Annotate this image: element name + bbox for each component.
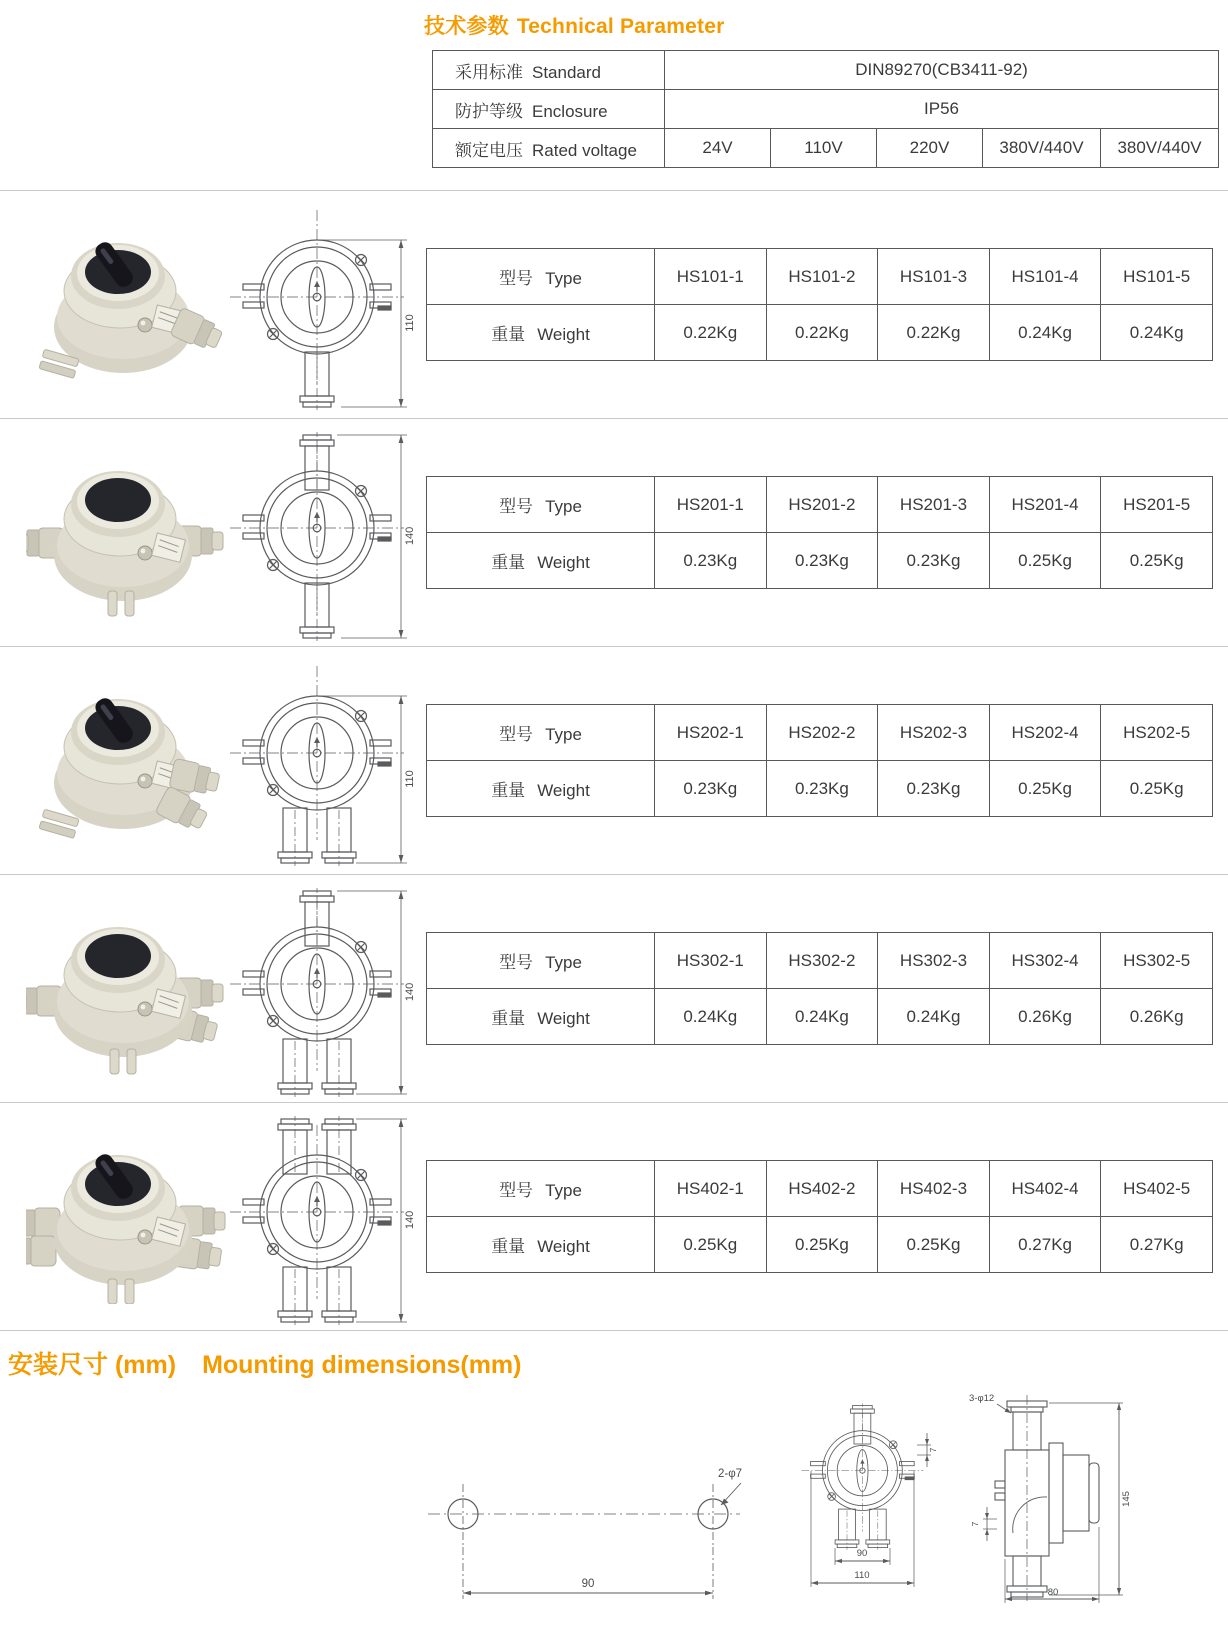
weight-cell: 0.25Kg [878,1217,990,1273]
type-cell: HS402-2 [766,1161,878,1217]
side-offset-label: 7 [970,1521,980,1527]
product-section-hs402 [0,1103,1228,1330]
product-table-box [426,248,1213,361]
enclosure-label-cell [433,90,665,129]
dimension-drawing-hs101 [235,192,420,417]
type-cell: HS201-2 [766,477,878,533]
product-table-box [426,932,1213,1045]
type-label-cell [427,933,655,989]
weight-cell: 0.23Kg [878,533,990,589]
label-zh: 额定电压 [455,140,523,160]
dimension-drawing-box [232,1104,422,1329]
voltage-cell: 24V [665,129,771,168]
type-cell: HS402-4 [989,1161,1101,1217]
weight-row [427,761,1213,817]
label-en: Type [545,497,582,516]
type-cell: HS402-5 [1101,1161,1213,1217]
label-zh: 重量 [491,325,526,344]
type-cell: HS201-1 [655,477,767,533]
type-row [427,705,1213,761]
dimension-label: 140 [403,982,416,1002]
weight-cell: 0.23Kg [878,761,990,817]
weight-cell: 0.22Kg [766,305,878,361]
dimension-drawing-hs202 [235,648,420,873]
table-row [433,129,1219,168]
table-row [433,90,1219,129]
type-cell: HS202-5 [1101,705,1213,761]
type-cell: HS202-4 [989,705,1101,761]
product-section-hs302 [0,875,1228,1102]
mounting-front-drawing [781,1389,941,1604]
type-row [427,249,1213,305]
weight-cell: 0.24Kg [989,305,1101,361]
weight-cell: 0.24Kg [766,989,878,1045]
label-zh: 型号 [499,269,534,288]
type-cell: HS101-5 [1101,249,1213,305]
standard-label-cell [433,51,665,90]
label-zh: 型号 [499,497,534,516]
label-en: Type [545,269,582,288]
label-en: Type [545,1181,582,1200]
tech-parameter-table [432,50,1219,168]
table-row [433,51,1219,90]
dimension-drawing-box [232,192,422,417]
weight-cell: 0.23Kg [655,761,767,817]
dimension-drawing-hs302 [235,876,420,1101]
mounting-dimensions-title [8,1345,1228,1381]
type-cell: HS302-4 [989,933,1101,989]
type-cell: HS302-2 [766,933,878,989]
tech-parameter-title [424,10,1228,40]
standard-value-cell: DIN89270(CB3411-92) [665,51,1219,90]
tech-title-en: Technical Parameter [516,15,725,38]
voltage-cell: 110V [771,129,877,168]
product-table-hs402 [426,1160,1213,1273]
label-zh: 重量 [491,1237,526,1256]
front-outer-span-label: 110 [854,1570,870,1581]
weight-cell: 0.23Kg [766,761,878,817]
holes-diameter-label: 2-φ7 [718,1468,743,1480]
voltage-cell: 220V [877,129,983,168]
product-section-hs202 [0,647,1228,874]
label-en: Type [545,953,582,972]
weight-cell: 0.25Kg [766,1217,878,1273]
type-cell: HS202-2 [766,705,878,761]
weight-cell: 0.22Kg [655,305,767,361]
label-en: Weight [537,781,590,800]
voltage-cell: 380V/440V [1101,129,1219,168]
weight-row [427,1217,1213,1273]
product-photo-hs302 [26,901,226,1076]
label-en: Weight [537,325,590,344]
side-width-label: 80 [1047,1587,1059,1598]
product-table-hs201 [426,476,1213,589]
voltage-cell: 380V/440V [983,129,1101,168]
weight-label-cell [427,305,655,361]
label-en: Type [545,725,582,744]
product-photo-hs101 [26,217,226,392]
label-zh: 型号 [499,953,534,972]
type-cell: HS201-3 [878,477,990,533]
product-photo-hs202 [26,673,226,848]
dimension-label: 110 [403,770,416,788]
label-zh: 型号 [499,1181,534,1200]
type-label-cell [427,1161,655,1217]
type-label-cell [427,705,655,761]
weight-label-cell [427,761,655,817]
dimension-label: 110 [403,314,416,332]
label-zh: 防护等级 [455,101,523,121]
weight-cell: 0.23Kg [766,533,878,589]
mounting-drawings-row [418,1389,1228,1609]
weight-cell: 0.27Kg [1101,1217,1213,1273]
type-cell: HS101-3 [878,249,990,305]
product-photo-box [20,673,232,848]
type-label-cell [427,477,655,533]
type-label-cell [427,249,655,305]
weight-cell: 0.24Kg [878,989,990,1045]
weight-row [427,989,1213,1045]
label-en: Enclosure [532,101,608,121]
product-photo-hs402 [26,1129,226,1304]
weight-cell: 0.23Kg [655,533,767,589]
type-row [427,477,1213,533]
weight-cell: 0.22Kg [878,305,990,361]
type-cell: HS302-5 [1101,933,1213,989]
label-zh: 重量 [491,781,526,800]
product-table-hs101 [426,248,1213,361]
dimension-drawing-box [232,648,422,873]
type-row [427,1161,1213,1217]
product-section-hs101 [0,191,1228,418]
product-photo-box [20,1129,232,1304]
label-en: Weight [537,1237,590,1256]
dimension-drawing-box [232,876,422,1101]
type-cell: HS202-3 [878,705,990,761]
type-cell: HS201-5 [1101,477,1213,533]
enclosure-value-cell: IP56 [665,90,1219,129]
product-table-hs202 [426,704,1213,817]
weight-cell: 0.24Kg [655,989,767,1045]
front-offset-label: 7 [928,1447,938,1453]
label-en: Weight [537,1009,590,1028]
weight-label-cell [427,989,655,1045]
product-table-box [426,1160,1213,1273]
weight-cell: 0.25Kg [1101,761,1213,817]
mounting-holes-drawing [418,1459,753,1609]
front-inner-span-label: 90 [856,1548,868,1559]
mount-title-en: Mounting dimensions(mm) [202,1351,522,1379]
label-en: Weight [537,553,590,572]
product-photo-box [20,901,232,1076]
product-table-box [426,704,1213,817]
dimension-drawing-hs402 [235,1104,420,1329]
type-cell: HS302-1 [655,933,767,989]
weight-label-cell [427,1217,655,1273]
type-cell: HS402-3 [878,1161,990,1217]
label-en: Standard [532,62,601,82]
dimension-drawing-box [232,420,422,645]
label-en: Rated voltage [532,140,637,160]
label-zh: 型号 [499,725,534,744]
weight-row [427,305,1213,361]
product-section-hs201 [0,419,1228,646]
type-cell: HS402-1 [655,1161,767,1217]
holes-spacing-label: 90 [581,1578,595,1590]
label-zh: 采用标准 [455,62,523,82]
weight-cell: 0.25Kg [655,1217,767,1273]
dimension-label: 140 [403,526,416,546]
dimension-label: 140 [403,1210,416,1230]
mounting-side-drawing [957,1389,1157,1604]
weight-cell: 0.24Kg [1101,305,1213,361]
side-holes-label: 3-φ12 [969,1393,995,1404]
product-photo-box [20,445,232,620]
type-cell: HS101-2 [766,249,878,305]
weight-cell: 0.26Kg [989,989,1101,1045]
type-row [427,933,1213,989]
weight-cell: 0.25Kg [989,533,1101,589]
type-cell: HS201-4 [989,477,1101,533]
weight-cell: 0.25Kg [1101,533,1213,589]
type-cell: HS202-1 [655,705,767,761]
label-zh: 重量 [491,553,526,572]
dimension-drawing-hs201 [235,420,420,645]
weight-row [427,533,1213,589]
section-divider [0,1330,1228,1331]
mount-title-zh: 安装尺寸 (mm) [8,1351,177,1379]
product-photo-hs201 [26,445,226,620]
type-cell: HS302-3 [878,933,990,989]
weight-cell: 0.25Kg [989,761,1101,817]
voltage-label-cell [433,129,665,168]
tech-title-zh: 技术参数 [424,15,509,38]
product-photo-box [20,217,232,392]
type-cell: HS101-1 [655,249,767,305]
catalog-page [0,10,1228,1630]
weight-label-cell [427,533,655,589]
type-cell: HS101-4 [989,249,1101,305]
weight-cell: 0.27Kg [989,1217,1101,1273]
side-height-label: 145 [1121,1491,1132,1507]
product-table-box [426,476,1213,589]
product-table-hs302 [426,932,1213,1045]
weight-cell: 0.26Kg [1101,989,1213,1045]
label-zh: 重量 [491,1009,526,1028]
